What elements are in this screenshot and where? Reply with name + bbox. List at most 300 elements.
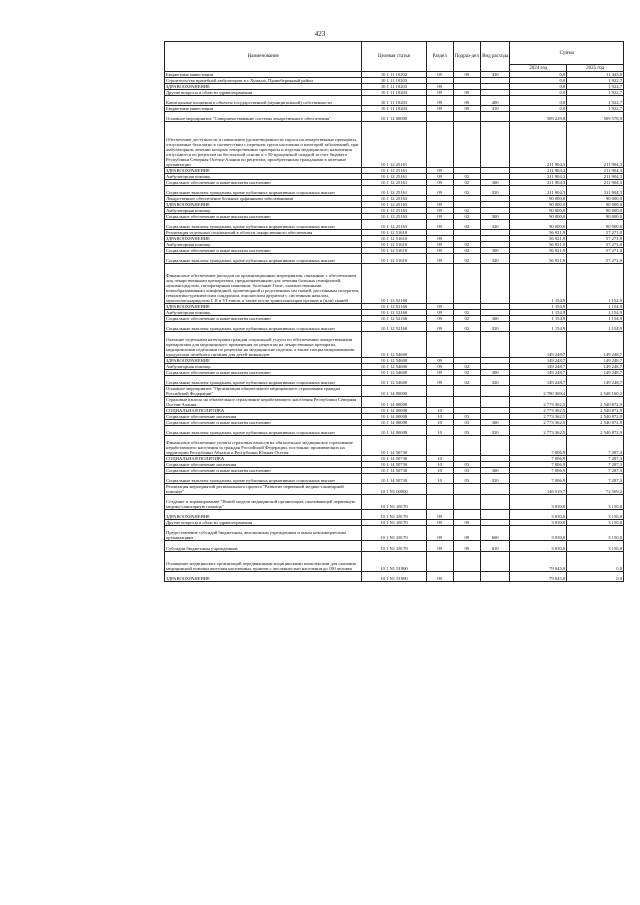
cell-name: Оснащение медицинских организаций передвижными медицинскими комплексами для оказания медицинской помощи жителям населенных пунктов с численностью населения до 100 человек bbox=[165, 551, 362, 571]
cell-2024: 1 154,9 bbox=[510, 263, 567, 303]
table-row bbox=[165, 332, 624, 357]
cell-expense: 600 bbox=[480, 526, 510, 541]
cell-2024: 149 248,7 bbox=[510, 332, 567, 357]
cell-target: 10 1 12 00000 bbox=[362, 112, 426, 122]
cell-2025: 2 540 872,9 bbox=[567, 413, 624, 419]
cell-target: 10 1 N1 00000 bbox=[362, 484, 426, 495]
cell-expense: 300 bbox=[480, 468, 510, 474]
cell-target: 10 1 12 25161 bbox=[362, 122, 426, 167]
cell-target: 10 1 12 54600 bbox=[362, 369, 426, 375]
cell-target: 10 1 14 00008 bbox=[362, 407, 426, 413]
cell-section: 09 bbox=[426, 304, 453, 310]
cell-name: Создание и тиражирование "Новой модели медицинской организации, оказывающей первичную медико-санитарную помощь" bbox=[165, 495, 362, 510]
cell-expense bbox=[480, 571, 510, 581]
cell-section: 09 bbox=[426, 510, 453, 520]
cell-2025: 57 271,0 bbox=[567, 247, 624, 253]
cell-name: Социальное обеспечение и иные выплаты населению bbox=[165, 179, 362, 185]
table-row bbox=[165, 462, 624, 468]
cell-2024: 90 000,0 bbox=[510, 207, 567, 213]
cell-subsection: 02 bbox=[453, 363, 480, 369]
cell-name: Оказание отдельным категориям граждан социальной услуги по обеспечению лекарственными препаратами для медицинского применения по рецептам на лекарственные препараты, медицинскими изделиями по рецептам на медицинские изделия, а также специализированными продуктами лечебного питания для детей-инвалидов bbox=[165, 332, 362, 357]
cell-target: 10 1 14 50730 bbox=[362, 456, 426, 462]
cell-2025: 2 540 872,9 bbox=[567, 407, 624, 413]
cell-name: Финансовое обеспечение расходов на организационные мероприятия, связанные с обеспечением лиц лекарственными препаратами, предназначенными для лечения больных гемофилией, муковисцидозом, гипофизарным нанизмом, болезнью Гоше, злокачественными новообразованиями лимфоидной, кроветворной и родственных им тканей, рассеянным склерозом, гемолитико-уремическим синдромом, юношеским артритом с системным началом, мукополисахаридозом I, II и VI типов, а также после трансплантации органов и (или) тканей bbox=[165, 263, 362, 303]
table-row bbox=[165, 229, 624, 235]
cell-2024: 56 921,9 bbox=[510, 253, 567, 263]
cell-section: 09 bbox=[426, 369, 453, 375]
cell-subsection: 03 bbox=[453, 419, 480, 425]
cell-section: 09 bbox=[426, 84, 453, 90]
cell-name: Социальное обеспечение и иные выплаты населению bbox=[165, 468, 362, 474]
cell-section: 10 bbox=[426, 468, 453, 474]
page-number: 423 bbox=[314, 30, 326, 38]
cell-subsection: 02 bbox=[453, 207, 480, 213]
cell-name: ЗДРАВООХРАНЕНИЕ bbox=[165, 235, 362, 241]
cell-2024: 149 248,7 bbox=[510, 375, 567, 385]
table-body bbox=[165, 72, 624, 582]
cell-subsection: 02 bbox=[453, 213, 480, 219]
cell-target: 10 1 N1 51900 bbox=[362, 551, 426, 571]
cell-2024: 2 780 369,4 bbox=[510, 385, 567, 396]
cell-2025: 3 150,0 bbox=[567, 526, 624, 541]
cell-2025: 211 904,3 bbox=[567, 122, 624, 167]
cell-2025: 149 248,7 bbox=[567, 369, 624, 375]
cell-name: Страховые взносы на обязательное страхование неработающего населения Республики Северная Осетия-Алания bbox=[165, 396, 362, 407]
cell-expense: 300 bbox=[480, 419, 510, 425]
cell-name: Социальное обеспечение и иные выплаты населению bbox=[165, 419, 362, 425]
cell-target: 10 1 14 00008 bbox=[362, 419, 426, 425]
cell-2025: 7 287,3 bbox=[567, 462, 624, 468]
cell-target: 10 1 14 50730 bbox=[362, 474, 426, 484]
cell-target: 10 1 12 25163 bbox=[362, 201, 426, 207]
cell-name: СОЦИАЛЬНАЯ ПОЛИТИКА bbox=[165, 456, 362, 462]
cell-2025: 57 271,0 bbox=[567, 253, 624, 263]
cell-2025: 90 000,0 bbox=[567, 201, 624, 207]
cell-name: ЗДРАВООХРАНЕНИЕ bbox=[165, 167, 362, 173]
cell-2025: 72 509,2 bbox=[567, 484, 624, 495]
cell-section: 09 bbox=[426, 96, 453, 106]
cell-target: 10 1 12 52160 bbox=[362, 310, 426, 316]
cell-2024: 146 519,7 bbox=[510, 484, 567, 495]
cell-target: 10 1 N1 28170 bbox=[362, 520, 426, 526]
cell-subsection bbox=[453, 263, 480, 303]
cell-2025: 509 578,9 bbox=[567, 112, 624, 122]
cell-section: 09 bbox=[426, 90, 453, 96]
cell-expense bbox=[480, 112, 510, 122]
cell-2024: 90 000,0 bbox=[510, 219, 567, 229]
cell-target: 10 1 12 52160 bbox=[362, 316, 426, 322]
cell-section: 09 bbox=[426, 241, 453, 247]
cell-subsection: 09 bbox=[453, 90, 480, 96]
cell-name: Социальные выплаты гражданам, кроме публичных нормативных социальных выплат bbox=[165, 425, 362, 435]
table-row bbox=[165, 419, 624, 425]
cell-2025: 3 150,0 bbox=[567, 495, 624, 510]
cell-name: Социальное обеспечение и иные выплаты населению bbox=[165, 213, 362, 219]
cell-section: 09 bbox=[426, 185, 453, 195]
cell-name: Социальное обеспечение населения bbox=[165, 413, 362, 419]
cell-2024: 509 229,8 bbox=[510, 112, 567, 122]
cell-name: Социальные выплаты гражданам, кроме публичных нормативных социальных выплат bbox=[165, 253, 362, 263]
cell-2024: 1 154,9 bbox=[510, 322, 567, 332]
cell-subsection: 02 bbox=[453, 316, 480, 322]
cell-section: 10 bbox=[426, 462, 453, 468]
cell-target: 10 1 12 25161 bbox=[362, 185, 426, 195]
cell-2025: 57 271,0 bbox=[567, 241, 624, 247]
cell-expense bbox=[480, 551, 510, 571]
cell-name: Социальные выплаты гражданам, кроме публичных нормативных социальных выплат bbox=[165, 219, 362, 229]
cell-subsection: 03 bbox=[453, 468, 480, 474]
cell-name: Обеспечение доступности и повышение удовлетворенности спроса на лекарственные препараты, отпускаемые бесплатно в соответствии с перечнем групп населения и категорий заболеваний, при амбулаторном лечении которых лекарственные препараты и изделия медицинского назначения отпускаются по рецептам на бесплатной основе и с 50-процентной скидкой за счет бюджета Республики Северная Осетия-Алания по рецептам, приобретенным гражданами в аптечные организации bbox=[165, 122, 362, 167]
cell-section bbox=[426, 332, 453, 357]
cell-name: Бюджетные инвестиции bbox=[165, 72, 362, 78]
cell-section: 09 bbox=[426, 526, 453, 541]
cell-2025: 3 150,0 bbox=[567, 510, 624, 520]
cell-2025: 90 000,0 bbox=[567, 213, 624, 219]
cell-2024: 149 248,7 bbox=[510, 357, 567, 363]
table-row bbox=[165, 413, 624, 419]
table-row bbox=[165, 495, 624, 510]
cell-2025: 1 154,9 bbox=[567, 322, 624, 332]
header-subsection: Подраз-дел bbox=[453, 42, 480, 72]
cell-section bbox=[426, 484, 453, 495]
cell-target: 10 1 N1 28170 bbox=[362, 526, 426, 541]
table-row bbox=[165, 551, 624, 571]
cell-section: 09 bbox=[426, 201, 453, 207]
cell-2025: 90 000,0 bbox=[567, 195, 624, 201]
cell-2024: 3 030,0 bbox=[510, 520, 567, 526]
cell-2025: 57 271,0 bbox=[567, 229, 624, 235]
cell-target: 10 1 14 00008 bbox=[362, 396, 426, 407]
table-row bbox=[165, 571, 624, 581]
cell-2024: 211 904,3 bbox=[510, 122, 567, 167]
cell-2025: 7 287,3 bbox=[567, 468, 624, 474]
cell-2024: 149 248,7 bbox=[510, 369, 567, 375]
cell-section bbox=[426, 263, 453, 303]
cell-target: 10 1 14 50730 bbox=[362, 468, 426, 474]
cell-target: 10 1 N1 51900 bbox=[362, 571, 426, 581]
table-row bbox=[165, 396, 624, 407]
cell-section: 09 bbox=[426, 375, 453, 385]
cell-expense: 320 bbox=[480, 185, 510, 195]
cell-subsection: 02 bbox=[453, 179, 480, 185]
cell-expense: 320 bbox=[480, 425, 510, 435]
cell-2025: 211 904,3 bbox=[567, 167, 624, 173]
cell-section: 09 bbox=[426, 106, 453, 112]
cell-2025: 2 540 872,9 bbox=[567, 419, 624, 425]
cell-2025: 1 154,9 bbox=[567, 310, 624, 316]
cell-expense: 320 bbox=[480, 322, 510, 332]
cell-name: Другие вопросы в области здравоохранения bbox=[165, 90, 362, 96]
cell-subsection: 02 bbox=[453, 173, 480, 179]
cell-2025: 11 443,8 bbox=[567, 72, 624, 78]
cell-section bbox=[426, 385, 453, 396]
table-row bbox=[165, 425, 624, 435]
cell-name: ЗДРАВООХРАНЕНИЕ bbox=[165, 571, 362, 581]
header-sum: Сумма bbox=[510, 42, 624, 65]
cell-section: 09 bbox=[426, 207, 453, 213]
cell-subsection bbox=[453, 435, 480, 455]
cell-section: 09 bbox=[426, 357, 453, 363]
cell-2024: 0,0 bbox=[510, 106, 567, 112]
table-row bbox=[165, 520, 624, 526]
cell-target: 10 1 14 00008 bbox=[362, 413, 426, 419]
cell-2025: 2 540 872,9 bbox=[567, 425, 624, 435]
cell-2024: 7 006,9 bbox=[510, 462, 567, 468]
cell-2025: 149 248,7 bbox=[567, 363, 624, 369]
cell-2024: 7 006,9 bbox=[510, 474, 567, 484]
cell-target: 10 1 12 25161 bbox=[362, 179, 426, 185]
budget-table bbox=[164, 41, 624, 582]
cell-expense: 300 bbox=[480, 213, 510, 219]
cell-target: 10 1 14 50730 bbox=[362, 462, 426, 468]
cell-section bbox=[426, 495, 453, 510]
cell-2025: 0,0 bbox=[567, 551, 624, 571]
cell-section: 10 bbox=[426, 419, 453, 425]
cell-2025: 211 904,3 bbox=[567, 179, 624, 185]
cell-subsection: 02 bbox=[453, 310, 480, 316]
cell-section: 09 bbox=[426, 253, 453, 263]
cell-section: 09 bbox=[426, 316, 453, 322]
cell-target: 10 1 12 54600 bbox=[362, 357, 426, 363]
cell-expense bbox=[480, 332, 510, 357]
cell-2025: 2 540 872,9 bbox=[567, 396, 624, 407]
cell-target: 10 1 12 54600 bbox=[362, 375, 426, 385]
cell-name: Другие вопросы в области здравоохранения bbox=[165, 520, 362, 526]
cell-2024: 7 006,9 bbox=[510, 456, 567, 462]
cell-subsection: 09 bbox=[453, 526, 480, 541]
cell-2024: 7 006,9 bbox=[510, 468, 567, 474]
cell-target: 10 1 11 10203 bbox=[362, 90, 426, 96]
cell-expense: 320 bbox=[480, 253, 510, 263]
cell-2024: 56 921,9 bbox=[510, 241, 567, 247]
cell-2025: 1 154,9 bbox=[567, 304, 624, 310]
cell-name: Субсидии бюджетным учреждениям bbox=[165, 541, 362, 551]
cell-2025: 1 922,7 bbox=[567, 96, 624, 106]
table-row bbox=[165, 122, 624, 167]
cell-name: Капитальные вложения в объекты государственной (муниципальной) собственности bbox=[165, 96, 362, 106]
cell-subsection: 02 bbox=[453, 219, 480, 229]
cell-2025: 211 904,3 bbox=[567, 173, 624, 179]
header-target: Целевая статья bbox=[362, 42, 426, 72]
cell-2025: 211 904,3 bbox=[567, 185, 624, 195]
cell-target: 10 1 12 25161 bbox=[362, 167, 426, 173]
table-row bbox=[165, 468, 624, 474]
cell-2025: 149 248,7 bbox=[567, 357, 624, 363]
cell-name: Социальные выплаты гражданам, кроме публичных нормативных социальных выплат bbox=[165, 185, 362, 195]
cell-expense bbox=[480, 435, 510, 455]
cell-subsection: 02 bbox=[453, 185, 480, 195]
cell-name: ЗДРАВООХРАНЕНИЕ bbox=[165, 304, 362, 310]
header-name: Наименование bbox=[165, 42, 362, 72]
cell-subsection bbox=[453, 510, 480, 520]
cell-2024: 2 773 362,5 bbox=[510, 396, 567, 407]
cell-2024: 1 154,9 bbox=[510, 304, 567, 310]
cell-name: Амбулаторная помощь bbox=[165, 207, 362, 213]
cell-2024: 2 773 362,5 bbox=[510, 413, 567, 419]
table-row bbox=[165, 263, 624, 303]
table-row bbox=[165, 247, 624, 253]
cell-subsection bbox=[453, 484, 480, 495]
cell-2024: 0,0 bbox=[510, 78, 567, 84]
cell-target: 10 1 11 10203 bbox=[362, 78, 426, 84]
cell-subsection: 02 bbox=[453, 375, 480, 385]
cell-subsection: 03 bbox=[453, 425, 480, 435]
cell-2025: 1 922,7 bbox=[567, 90, 624, 96]
cell-expense: 410 bbox=[480, 106, 510, 112]
table-row bbox=[165, 322, 624, 332]
cell-subsection: 09 bbox=[453, 72, 480, 78]
table-row bbox=[165, 316, 624, 322]
cell-subsection bbox=[453, 495, 480, 510]
cell-subsection: 02 bbox=[453, 253, 480, 263]
cell-2025: 3 150,0 bbox=[567, 520, 624, 526]
cell-section: 09 bbox=[426, 213, 453, 219]
cell-section: 09 bbox=[426, 322, 453, 332]
cell-target: 10 1 12 51610 bbox=[362, 253, 426, 263]
cell-2025: 3 150,0 bbox=[567, 541, 624, 551]
cell-name: Лекарственное обеспечение больных орфанными заболеваниями bbox=[165, 195, 362, 201]
cell-2024: 79 045,0 bbox=[510, 571, 567, 581]
cell-2024: 2 773 362,5 bbox=[510, 407, 567, 413]
cell-name: Бюджетные инвестиции bbox=[165, 106, 362, 112]
cell-section: 09 bbox=[426, 167, 453, 173]
cell-target: 10 1 11 10203 bbox=[362, 96, 426, 106]
cell-target: 10 1 12 25163 bbox=[362, 207, 426, 213]
table-row bbox=[165, 185, 624, 195]
cell-name: Социальные выплаты гражданам, кроме публичных нормативных социальных выплат bbox=[165, 375, 362, 385]
cell-target: 10 1 12 54600 bbox=[362, 332, 426, 357]
table-row bbox=[165, 385, 624, 396]
cell-target: 10 1 12 25163 bbox=[362, 219, 426, 229]
cell-name: Финансовое обеспечение уплаты страховых взносов на обязательное медицинское страхование неработающего населения за граждан Российской Федерации, постоянно проживающих на территории Республики Абхазия и Республики Южная Осетия bbox=[165, 435, 362, 455]
cell-subsection bbox=[453, 396, 480, 407]
cell-target: 10 1 12 52160 bbox=[362, 322, 426, 332]
cell-name: ЗДРАВООХРАНЕНИЕ bbox=[165, 201, 362, 207]
cell-name: ЗДРАВООХРАНЕНИЕ bbox=[165, 84, 362, 90]
cell-2024: 3 030,0 bbox=[510, 510, 567, 520]
cell-2024: 0,0 bbox=[510, 96, 567, 106]
cell-name: Строительство врачебной амбулатории в с.Хумалаг, Правобережный район bbox=[165, 78, 362, 84]
cell-subsection bbox=[453, 551, 480, 571]
cell-subsection bbox=[453, 571, 480, 581]
cell-subsection bbox=[453, 332, 480, 357]
cell-subsection bbox=[453, 385, 480, 396]
cell-2025: 1 154,9 bbox=[567, 316, 624, 322]
cell-2024: 149 248,7 bbox=[510, 363, 567, 369]
table-row bbox=[165, 96, 624, 106]
table-row bbox=[165, 195, 624, 201]
cell-expense: 320 bbox=[480, 474, 510, 484]
cell-expense: 320 bbox=[480, 219, 510, 229]
cell-subsection: 03 bbox=[453, 462, 480, 468]
cell-subsection: 03 bbox=[453, 474, 480, 484]
cell-target: 10 1 11 10203 bbox=[362, 84, 426, 90]
header-expense: Вид расхода bbox=[480, 42, 510, 72]
cell-section bbox=[426, 396, 453, 407]
cell-target: 10 1 14 50730 bbox=[362, 435, 426, 455]
cell-expense bbox=[480, 385, 510, 396]
cell-section: 09 bbox=[426, 541, 453, 551]
cell-section: 09 bbox=[426, 173, 453, 179]
cell-name: Социальные выплаты гражданам, кроме публичных нормативных социальных выплат bbox=[165, 322, 362, 332]
cell-target: 10 1 12 51610 bbox=[362, 247, 426, 253]
table-row bbox=[165, 484, 624, 495]
cell-section: 09 bbox=[426, 571, 453, 581]
cell-expense: 320 bbox=[480, 375, 510, 385]
cell-target: 10 1 N1 28170 bbox=[362, 510, 426, 520]
cell-2024: 2 773 362,5 bbox=[510, 425, 567, 435]
cell-subsection: 09 bbox=[453, 541, 480, 551]
cell-subsection: 03 bbox=[453, 413, 480, 419]
cell-section: 05 bbox=[426, 72, 453, 78]
cell-subsection: 02 bbox=[453, 247, 480, 253]
cell-target: 10 1 12 51610 bbox=[362, 241, 426, 247]
table-row bbox=[165, 179, 624, 185]
cell-expense bbox=[480, 484, 510, 495]
cell-target: 10 1 14 00000 bbox=[362, 385, 426, 396]
cell-name: ЗДРАВООХРАНЕНИЕ bbox=[165, 510, 362, 520]
cell-target: 10 1 12 52160 bbox=[362, 304, 426, 310]
cell-2025: 57 271,0 bbox=[567, 235, 624, 241]
cell-2024: 3 030,0 bbox=[510, 495, 567, 510]
cell-2025: 149 248,7 bbox=[567, 332, 624, 357]
cell-2025: 1 922,7 bbox=[567, 106, 624, 112]
cell-subsection bbox=[453, 122, 480, 167]
cell-name: Амбулаторная помощь bbox=[165, 310, 362, 316]
cell-2025: 1 154,9 bbox=[567, 263, 624, 303]
cell-2024: 56 921,9 bbox=[510, 235, 567, 241]
cell-2024: 1 154,9 bbox=[510, 310, 567, 316]
cell-2024: 56 921,9 bbox=[510, 247, 567, 253]
cell-2024: 211 904,3 bbox=[510, 185, 567, 195]
cell-section: 09 bbox=[426, 247, 453, 253]
table-row bbox=[165, 375, 624, 385]
table-row bbox=[165, 526, 624, 541]
cell-section: 10 bbox=[426, 474, 453, 484]
cell-subsection: 02 bbox=[453, 241, 480, 247]
cell-2024: 90 000,0 bbox=[510, 213, 567, 219]
cell-2024: 90 000,0 bbox=[510, 195, 567, 201]
cell-name: Реализация отдельных полномочий в области лекарственного обеспечения bbox=[165, 229, 362, 235]
cell-subsection: 09 bbox=[453, 96, 480, 106]
cell-target: 10 1 N1 28170 bbox=[362, 541, 426, 551]
cell-expense: 300 bbox=[480, 316, 510, 322]
cell-target: 10 1 12 51610 bbox=[362, 229, 426, 235]
cell-section: 10 bbox=[426, 413, 453, 419]
cell-target: 10 1 14 00008 bbox=[362, 425, 426, 435]
cell-name: Социальное обеспечение и иные выплаты населению bbox=[165, 316, 362, 322]
cell-subsection: 09 bbox=[453, 106, 480, 112]
header-section: Раздел bbox=[426, 42, 453, 72]
cell-name: Основное мероприятие "Организация обязательного медицинского страхования граждан Российской Федерации" bbox=[165, 385, 362, 396]
cell-2024: 3 030,0 bbox=[510, 526, 567, 541]
cell-section: 10 bbox=[426, 456, 453, 462]
cell-name: Социальное обеспечение и иные выплаты населению bbox=[165, 247, 362, 253]
cell-target: 10 1 11 10203 bbox=[362, 106, 426, 112]
cell-section: 09 bbox=[426, 363, 453, 369]
cell-expense: 300 bbox=[480, 247, 510, 253]
cell-2024: 7 006,9 bbox=[510, 435, 567, 455]
table-row bbox=[165, 541, 624, 551]
cell-expense bbox=[480, 396, 510, 407]
cell-2024: 211 904,3 bbox=[510, 179, 567, 185]
cell-2024: 211 904,3 bbox=[510, 173, 567, 179]
cell-section: 09 bbox=[426, 219, 453, 229]
cell-2025: 7 287,3 bbox=[567, 456, 624, 462]
cell-section: 09 bbox=[426, 235, 453, 241]
table-row bbox=[165, 213, 624, 219]
cell-section bbox=[426, 551, 453, 571]
